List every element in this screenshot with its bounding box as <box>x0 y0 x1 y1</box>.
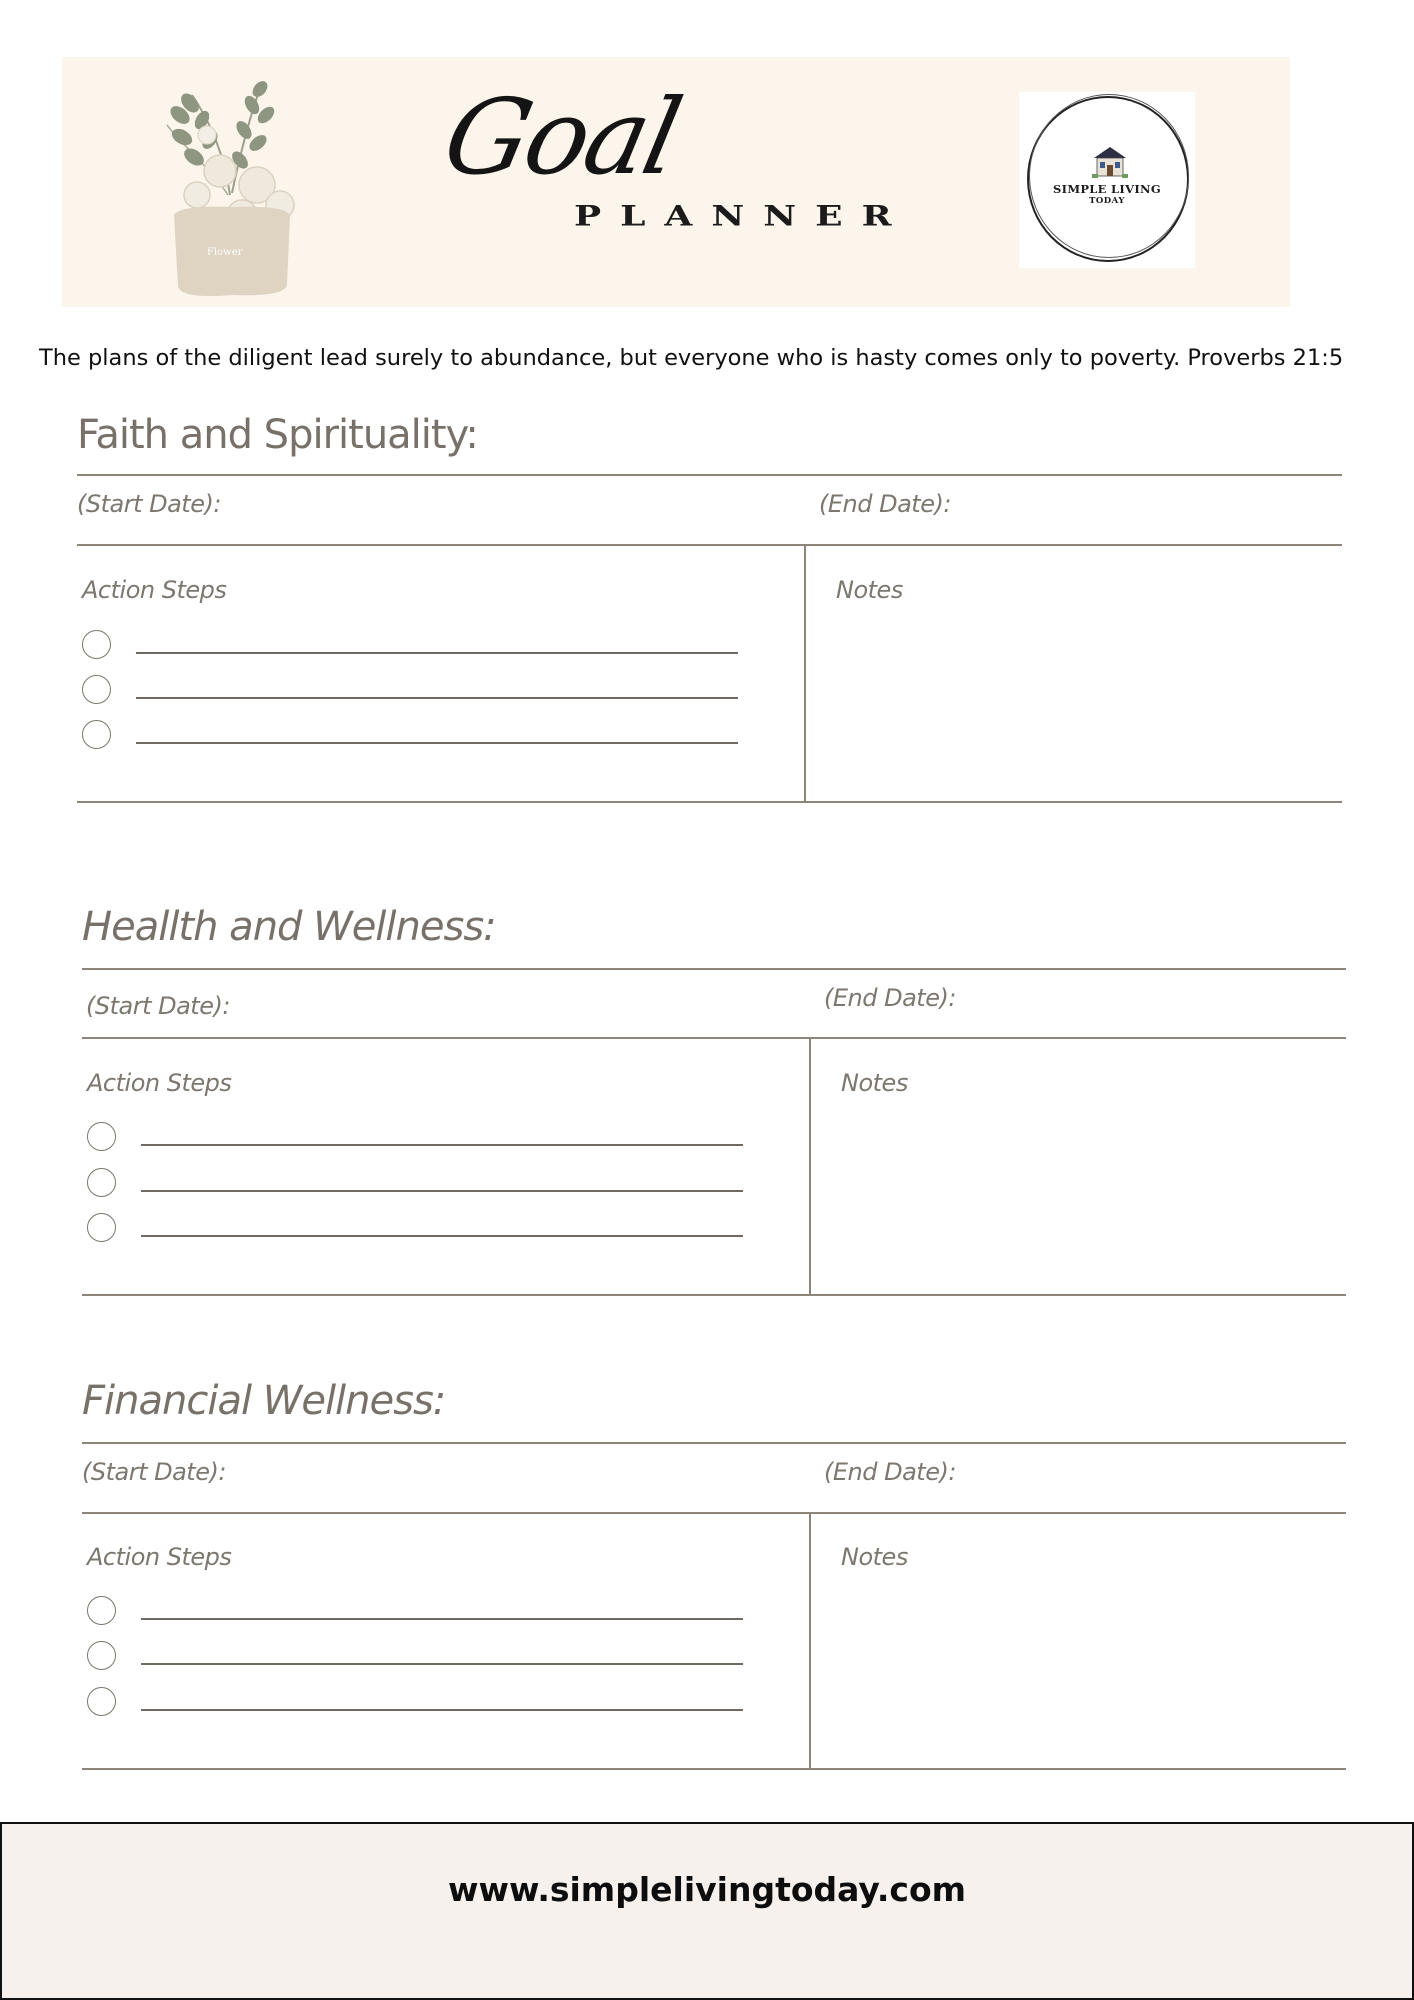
checkbox[interactable] <box>82 675 111 704</box>
checkbox[interactable] <box>82 720 111 749</box>
checkbox[interactable] <box>87 1641 116 1670</box>
action-step[interactable] <box>87 1122 747 1152</box>
end-date-label[interactable]: (End Date): <box>824 984 956 1012</box>
column-divider <box>804 544 806 802</box>
step-line[interactable] <box>141 1190 743 1192</box>
logo-text-sub: TODAY <box>1089 196 1125 206</box>
step-line[interactable] <box>141 1663 743 1665</box>
section-heading: Faith and Spirituality: <box>77 412 478 458</box>
step-line[interactable] <box>136 697 738 699</box>
footer <box>0 1822 1414 2000</box>
checkbox[interactable] <box>87 1168 116 1197</box>
step-line[interactable] <box>141 1618 743 1620</box>
notes-label[interactable]: Notes <box>841 1069 908 1097</box>
divider <box>77 544 1342 546</box>
action-step[interactable] <box>87 1687 747 1717</box>
divider <box>77 474 1342 476</box>
action-steps-label: Action Steps <box>87 1069 232 1097</box>
checkbox[interactable] <box>87 1122 116 1151</box>
svg-text:Flower: Flower <box>207 247 243 258</box>
checkbox[interactable] <box>87 1687 116 1716</box>
column-divider <box>809 1512 811 1768</box>
divider <box>82 1512 1346 1514</box>
step-line[interactable] <box>141 1235 743 1237</box>
step-line[interactable] <box>141 1709 743 1711</box>
action-step[interactable] <box>87 1596 747 1626</box>
action-step[interactable] <box>87 1641 747 1671</box>
header-banner <box>62 57 1290 307</box>
divider <box>82 1768 1346 1770</box>
start-date-label[interactable]: (Start Date): <box>82 1458 226 1486</box>
end-date-label[interactable]: (End Date): <box>824 1458 956 1486</box>
action-step[interactable] <box>87 1213 747 1243</box>
start-date-label[interactable]: (Start Date): <box>77 490 221 518</box>
divider <box>82 1442 1346 1444</box>
section-financial <box>82 1378 1347 1768</box>
logo <box>1019 92 1195 268</box>
divider <box>77 801 1342 803</box>
website-link[interactable]: www.simplelivingtoday.com <box>447 1870 967 1909</box>
column-divider <box>809 1037 811 1294</box>
step-line[interactable] <box>141 1144 743 1146</box>
divider <box>82 1037 1346 1039</box>
checkbox[interactable] <box>87 1213 116 1242</box>
notes-label[interactable]: Notes <box>841 1543 908 1571</box>
title-planner: PLANNER <box>574 199 911 233</box>
bible-quote: The plans of the diligent lead surely to abundance, but everyone who is hasty comes only to poverty. Proverbs 21:5 <box>39 345 1344 371</box>
flower-vase-illustration <box>132 75 312 300</box>
action-step[interactable] <box>82 630 742 660</box>
action-steps-label: Action Steps <box>87 1543 232 1571</box>
section-heading: Heallth and Wellness: <box>82 904 496 950</box>
step-line[interactable] <box>136 652 738 654</box>
action-step[interactable] <box>87 1168 747 1198</box>
section-heading: Financial Wellness: <box>82 1378 446 1424</box>
action-step[interactable] <box>82 720 742 750</box>
start-date-label[interactable]: (Start Date): <box>86 992 230 1020</box>
action-step[interactable] <box>82 675 742 705</box>
logo-text-main: SIMPLE LIVING <box>1053 182 1161 196</box>
notes-label[interactable]: Notes <box>836 576 903 604</box>
section-faith <box>77 412 1342 802</box>
divider <box>82 1294 1346 1296</box>
action-steps-label: Action Steps <box>82 576 227 604</box>
title-script: Goal <box>434 76 689 198</box>
step-line[interactable] <box>136 742 738 744</box>
section-health <box>82 904 1347 1294</box>
checkbox[interactable] <box>82 630 111 659</box>
end-date-label[interactable]: (End Date): <box>819 490 951 518</box>
divider <box>82 968 1346 970</box>
house-icon <box>1090 144 1130 180</box>
checkbox[interactable] <box>87 1596 116 1625</box>
